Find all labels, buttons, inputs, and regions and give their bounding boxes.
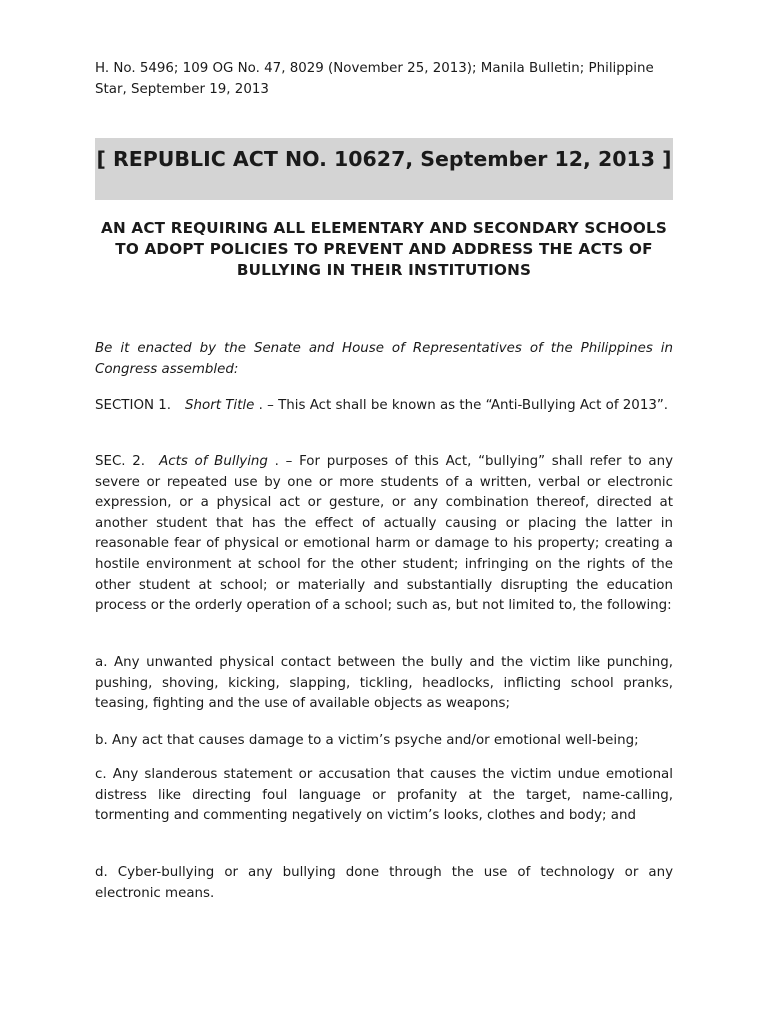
item-c: c. Any slanderous statement or accusation that causes the victim undue emotional distress like directing foul language or profanity at the target, name-calling, tormenting and commenting negatively on victim’s looks, clothes and body; and [95,767,673,824]
section-2-text: . – For purposes of this Act, “bullying” shall refer to any severe or repeated use by one or more students of a written, verbal or electronic expression, or a physical act or gesture, or any combination thereof, directed at another student that has the effect of actually causing or placing the latter in reasonable fear of physical or emotional harm or damage to his property; creating a hostile environment at school for the other student; infringing on the rights of the other student at school; or materially and substantially disrupting the education process or the orderly operation of a school; such as, but not limited to, the following: [95,454,674,614]
enacting-clause: Be it enacted by the Senate and House of Representatives of the Philippines in Congress assembled: [95,341,673,377]
item-a: a. Any unwanted physical contact between the bully and the victim like punching, pushing, shoving, kicking, slapping, tickling, headlocks, inflicting school pranks, teasing, fighting and the use of available objects as weapons; [95,655,673,712]
act-title-band [95,138,673,200]
section-1-label: SECTION 1. [95,398,172,413]
act-subtitle: AN ACT REQUIRING ALL ELEMENTARY AND SECONDARY SCHOOLS TO ADOPT POLICIES TO PREVENT AND ADDRESS THE ACTS OF BULLYING IN THEIR INSTITUTIONS [101,219,667,279]
source-citation: H. No. 5496; 109 OG No. 47, 8029 (November 25, 2013); Manila Bulletin; Philippine Star, September 19, 2013 [95,61,654,97]
section-1-text: . – This Act shall be known as the “Anti-Bullying Act of 2013”. [258,398,669,413]
section-2 [95,452,673,617]
section-1 [95,396,673,417]
section-2-label: SEC. 2. [95,454,146,469]
section-2-heading: Acts of Bullying [159,454,268,469]
section-1-heading: Short Title [185,398,255,413]
act-title: [ REPUBLIC ACT NO. 10627, September 12, 2013 ] [96,147,672,171]
item-b: b. Any act that causes damage to a victim’s psyche and/or emotional well-being; [95,733,639,748]
item-d: d. Cyber-bullying or any bullying done through the use of technology or any electronic means. [95,865,673,901]
